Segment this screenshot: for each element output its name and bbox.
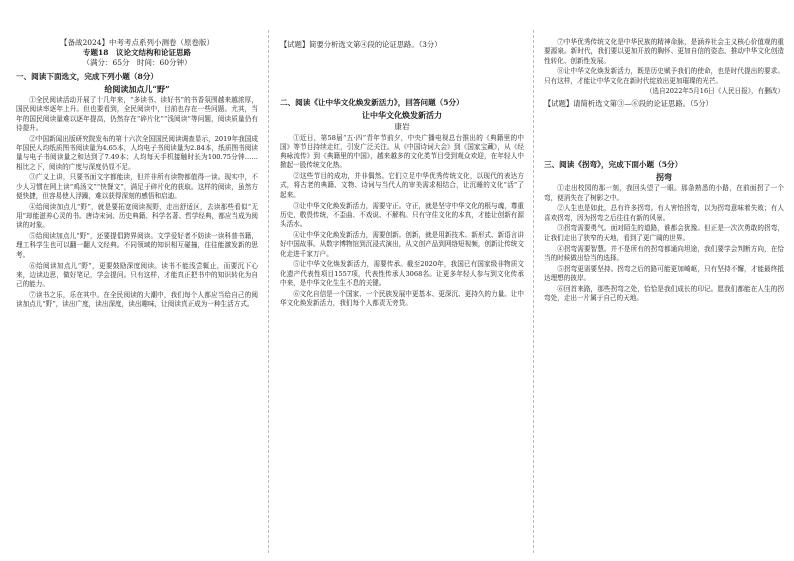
column-divider <box>533 30 534 553</box>
paragraph: ①近日，第58届“五·四”青年节前夕，中央广播电视总台推出的《典籍里的中国》等节目持续走红，引发广泛关注。从《中国诗词大会》到《国家宝藏》，从《经典咏流传》到《典籍里的中国》，越来越多的文化类节目受到观众欢迎，在年轻人中掀起一股传统文化热。 <box>280 133 524 170</box>
paragraph: ⑤让中华文化焕发新活力，需要传承。截至2020年，我国已有国家级非物质文化遗产代表性项目1557项，代表性传承人3068名。让更多年轻人参与到文化传承中来，是中华文化生生不息的关键。 <box>280 260 524 287</box>
paragraph: ④拐弯需要智慧。并不是所有的拐弯都通向坦途，我们要学会判断方向，在恰当的时候做出恰当的选择。 <box>544 244 784 262</box>
section-1-heading: 一、阅读下面选文，完成下列小题（8分） <box>16 72 158 81</box>
paragraph: ①全民阅读活动开展了十几年来，“多读书、读好书”的书香氛围越来越浓厚，国民阅读率逐年上升。但也要看到，全民阅读中，目前也存在一些问题。尤其，当年的国民阅读量难以逐年提高，仍然存在“碎片化”“浅阅读”等问题，阅读质量仍有待提升。 <box>16 96 258 132</box>
paragraph: ②人生也是如此，总有许多拐弯。有人害怕拐弯，以为拐弯意味着失败；有人喜欢拐弯，因为拐弯之后往往有新的风景。 <box>544 204 784 222</box>
paragraph: ⑤拐弯更需要坚持。拐弯之后的路可能更加崎岖，只有坚持不懈，才能最终抵达理想的彼岸。 <box>544 264 784 282</box>
paragraph: ③让中华文化焕发新活力，需要守正。守正，就是坚守中华文化的根与魂，尊重历史，敬畏传统，不歪曲、不戏说、不解构。只有守住文化的本真，才能让创新有源头活水。 <box>280 201 524 229</box>
column-left <box>0 0 264 561</box>
paragraph: ②这些节目的成功，并非偶然。它们立足中华优秀传统文化，以现代的表达方式，将古老的典籍、文物、诗词与当代人的审美需求相结合，让沉睡的文化“活”了起来。 <box>280 172 524 199</box>
paragraph: ④让中华文化焕发新活力，需要创新。创新，就是用新技术、新形式、新语言讲好中国故事。从数字博物馆到沉浸式演出，从文创产品到网络短视频，创新让传统文化走进千家万户。 <box>280 230 524 258</box>
column-middle <box>272 0 530 561</box>
paragraph: ②中国新闻出版研究院发布的第十六次全国国民阅读调查显示，2019年我国成年国民人均纸质图书阅读量为4.65本，人均电子书阅读量为2.84本，纸质图书阅读量与电子书阅读量之和达到了7.49本；人均每天手机接触时长为100.75分钟……相比之下，阅读的广度与深度仍显不足。 <box>16 134 258 171</box>
question-2: 【试题】请简析选文第③—⑥段的论证思路。（5分） <box>544 98 713 108</box>
paragraph: ⑥回首来路，那些拐弯之处，恰恰是我们成长的印记。愿我们都能在人生的拐弯处，走出一片属于自己的天地。 <box>544 284 784 303</box>
article-2-author: 康岩 <box>394 121 410 131</box>
article-2-source: （选自2022年5月16日《人民日报》，有删改） <box>645 87 784 96</box>
paragraph: ⑤给阅读加点儿“野”，还要提倡跨界阅读。文学爱好者不妨读一读科普书籍，理工科学生也可以翻一翻人文经典。不同领域的知识相互碰撞，往往能激发新的思考。 <box>16 232 258 259</box>
paragraph: ⑦中华优秀传统文化是中华民族的精神命脉，是涵养社会主义核心价值观的重要源泉。新时代，我们要以更加开放的胸怀、更加自信的姿态，推动中华文化创造性转化、创新性发展。 <box>544 38 784 65</box>
answer-space <box>544 112 784 156</box>
paragraph: ③广义上讲，只要书面文字都能读，但并非所有读物都值得一读。现实中，不少人习惯在网上读“鸡汤文”“快餐文”，满足于碎片化的获取。这样的阅读，虽然方便快捷，但容易使人浮躁，难以获得深刻的感悟和启迪。 <box>16 173 258 200</box>
paragraph: ③拐弯需要勇气。面对陌生的道路，谁都会犹豫。但正是一次次勇敢的拐弯，让我们走出了狭窄的天地，看到了更广阔的世界。 <box>544 224 784 242</box>
article-2-title: 让中华文化焕发新活力 <box>362 109 442 120</box>
article-3-title: 拐弯 <box>656 172 672 183</box>
paragraph: ⑦读书之乐，乐在其中。在全民阅读的大潮中，我们每个人都应当给自己的阅读加点儿“野”，读出广度，读出深度，读出趣味，让阅读真正成为一种生活方式。 <box>16 290 258 309</box>
topic-title: 专题18 议论文结构和论证思路 <box>83 48 191 57</box>
article-1-title: 给阅读加点儿“野” <box>104 84 170 94</box>
answer-space <box>280 54 524 94</box>
series-title: 【备战2024】中考考点系列小测卷（原卷版） <box>59 38 215 47</box>
section-3-heading: 三、阅读《拐弯》，完成下面小题（5分） <box>544 160 683 170</box>
paragraph: ⑥文化自信是一个国家、一个民族发展中更基本、更深沉、更持久的力量。让中华文化焕发新活力，我们每个人都责无旁贷。 <box>280 289 524 308</box>
paragraph: ④给阅读加点儿“野”，就是要拓宽阅读视野，走出舒适区，去读那些看似“无用”却能滋养心灵的书。唐诗宋词、历史典籍、科学名著、哲学经典，都应当成为阅读的对象。 <box>16 202 258 230</box>
exam-meta: （满分：65分 时间：60分钟） <box>82 58 192 67</box>
paragraph: ⑥给阅读加点儿“野”，更要鼓励深度阅读。读书不能浅尝辄止，而要沉下心来，边读边思，做好笔记，学会提问。只有这样，才能真正把书中的知识转化为自己的能力。 <box>16 261 258 289</box>
section-2-heading: 二、阅读《让中华文化焕发新活力》，回答问题（5分） <box>280 97 464 107</box>
paragraph: ①走出校园的那一刻，我回头望了一眼。那条熟悉的小路，在前面拐了一个弯，便消失在了树影之中。 <box>544 184 784 202</box>
question-1: 【试题】简要分析选文第④段的论证思路。（3分） <box>280 40 442 49</box>
column-divider <box>268 30 269 553</box>
paragraph: ⑧让中华文化焕发新活力，既是历史赋予我们的使命，也是时代提出的要求。只有这样，才能让中华文化在新时代绽放出更加璀璨的光芒。 <box>544 67 784 85</box>
column-right <box>536 0 794 561</box>
